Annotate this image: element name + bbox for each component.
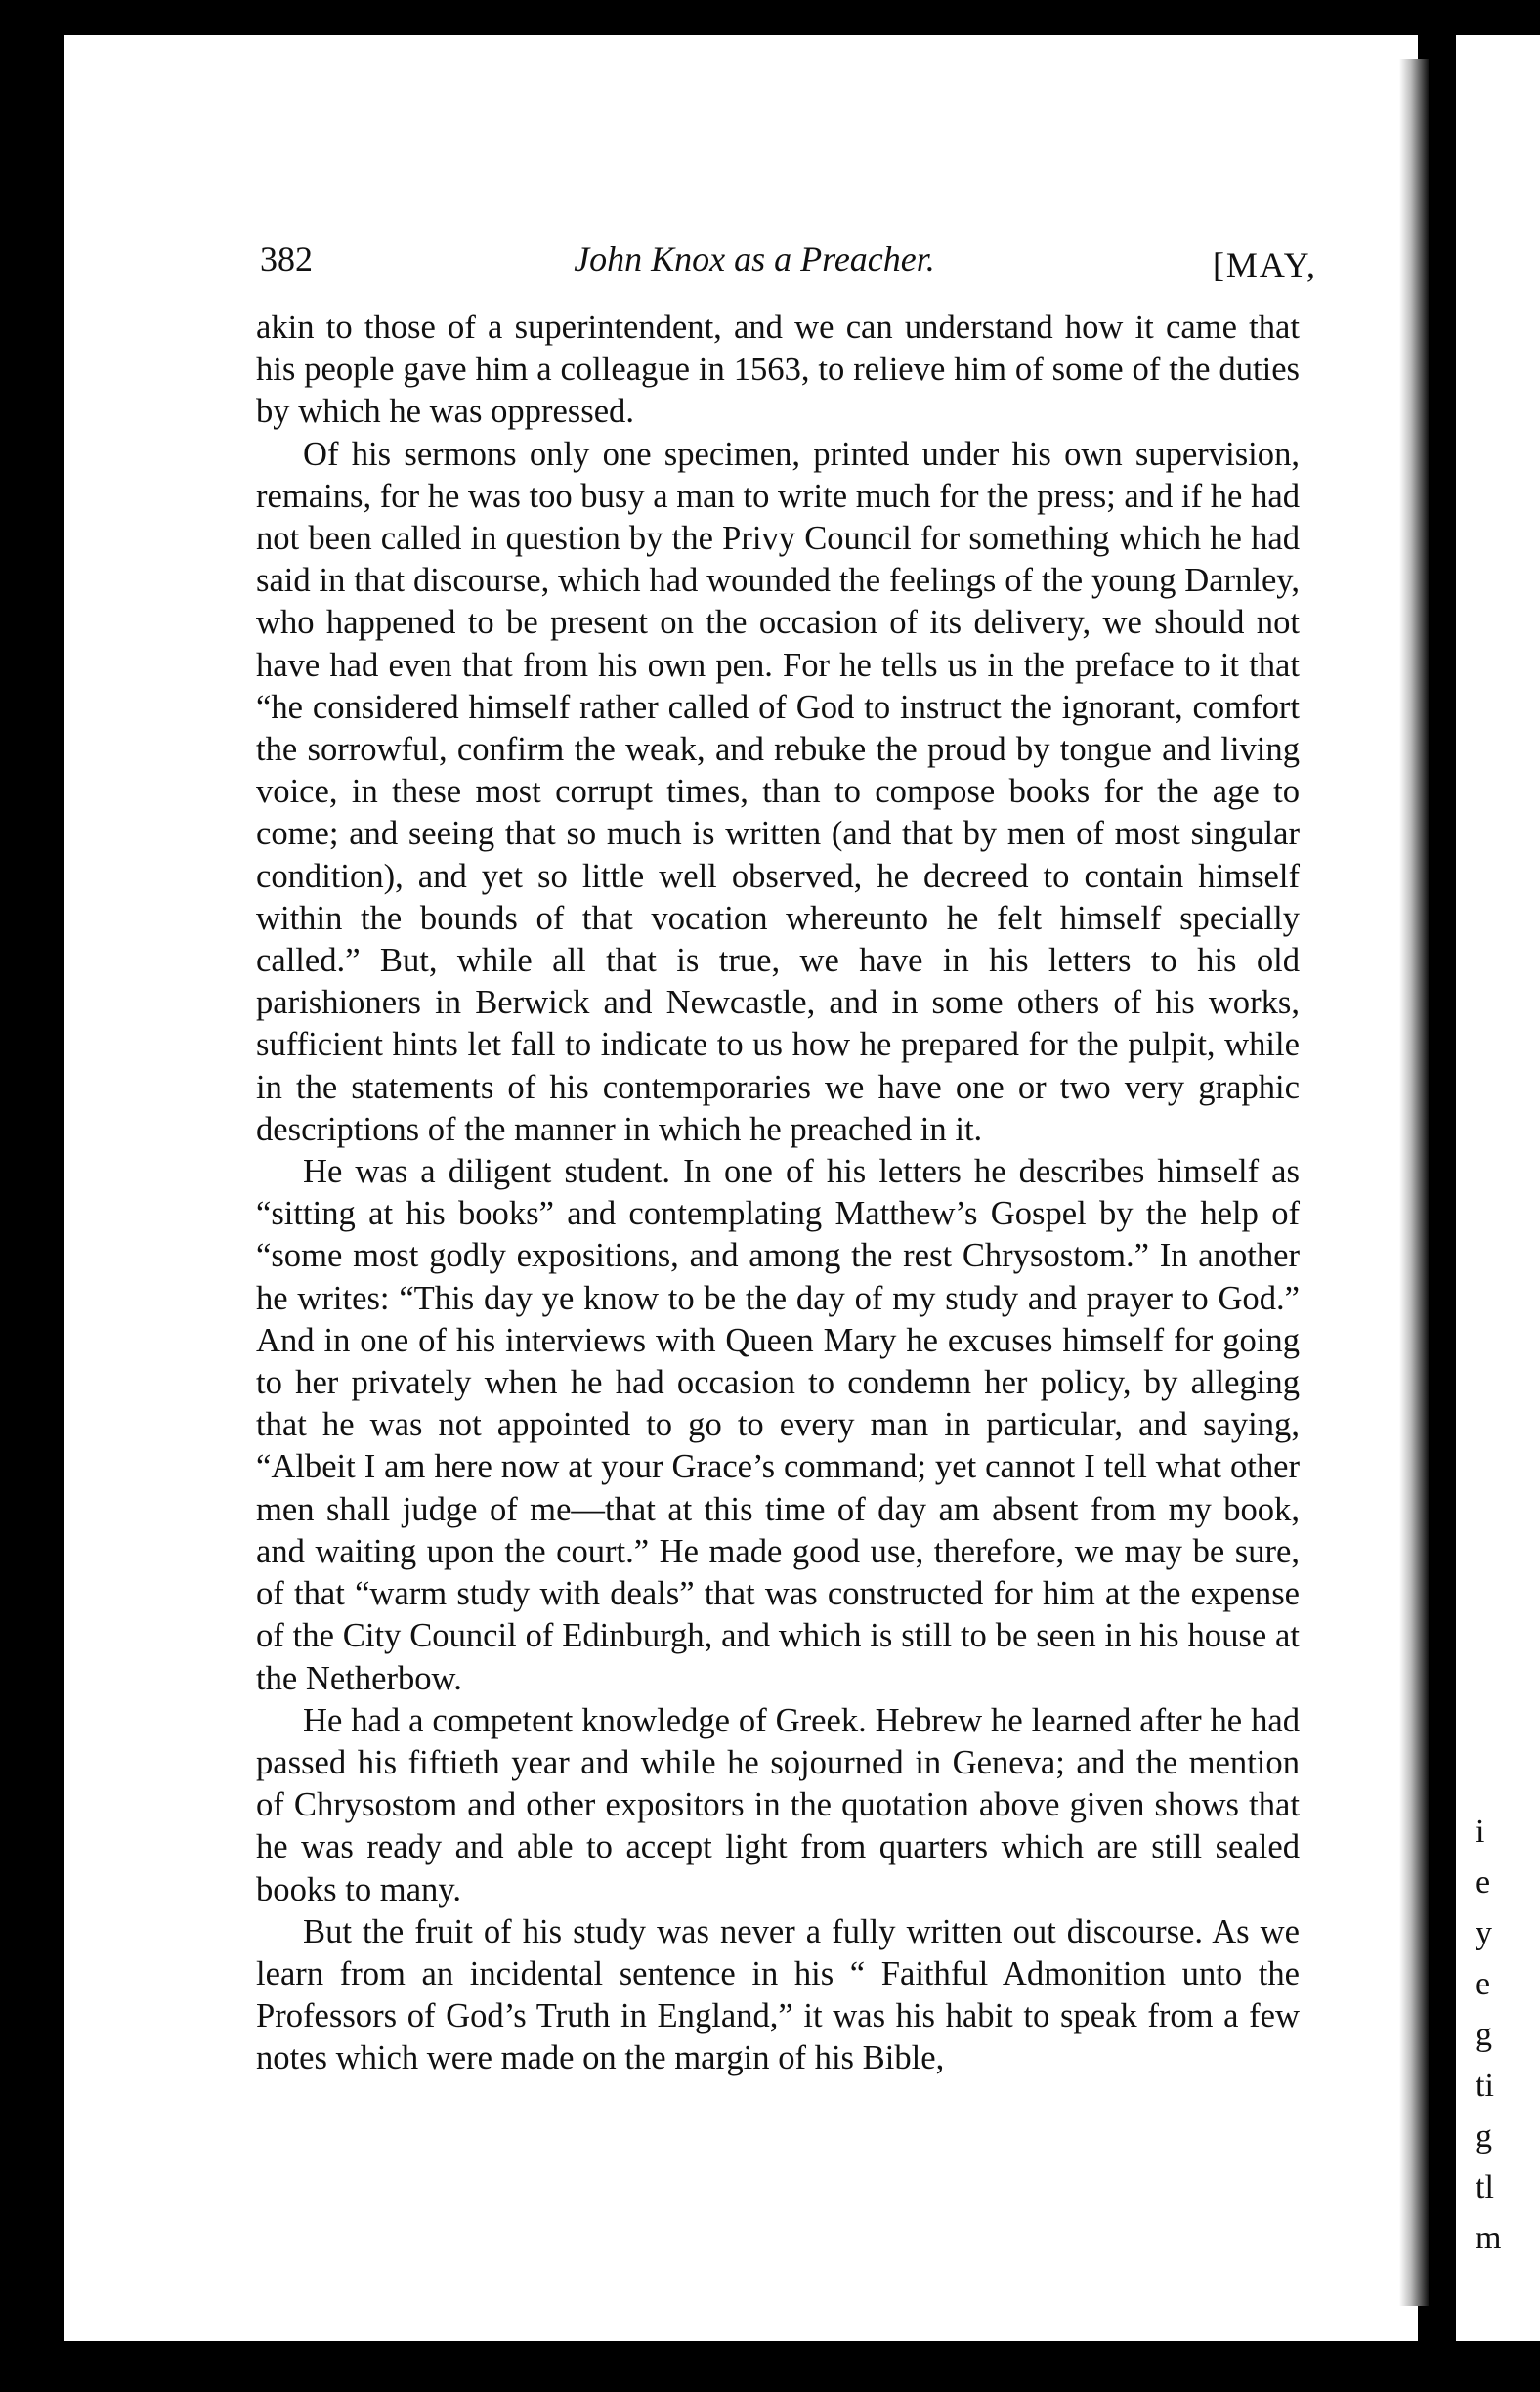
paragraph: Of his sermons only one specimen, printed under his own supervision, remains, for he was too busy a man to write much for the press; and if he had not been called in question by the Privy Council for something which he had said in that discourse, which had wounded the feelings of the young Darnley, who happened to be present on the occasion of its delivery, we should not have had even that from his own pen. For he tells us in the preface to it that “he considered himself rather called of God to instruct the ignorant, comfort the sorrowful, confirm the weak, and rebuke the proud by tongue and living voice, in these most corrupt times, than to compose books for the age to come; and seeing that so much is written (and that by men of most singular condition), and yet so little well observed, he decreed to contain himself within the bounds of that vocation whereunto he felt himself specially called.” But, while all that is true, we have in his letters to his old parishioners in Berwick and Newcastle, and in some others of his works, sufficient hints let fall to indicate to us how he prepared for the pulpit, while in the statements of his contemporaries we have one or two very graphic descriptions of the manner in which he preached in it. <box>256 435 1300 1148</box>
paragraph: akin to those of a superintendent, and we can understand how it came that his people gave him a colleague in 1563, to relieve him of some of the duties by which he was oppressed. <box>256 309 1300 431</box>
facing-page-fragment: g <box>1476 2017 1492 2053</box>
facing-page-fragment: g <box>1476 2118 1492 2155</box>
page-header <box>192 238 1317 283</box>
paragraph: He had a competent knowledge of Greek. Hebrew he learned after he had passed his fiftieth year and while he sojourned in Geneva; and the mention of Chrysostom and other expositors in the quotation above given shows that he was ready and able to accept light from quarters which are still sealed books to many. <box>256 1701 1300 1908</box>
facing-page-fragment: m <box>1476 2220 1502 2256</box>
running-title: John Knox as a Preacher. <box>574 239 935 278</box>
paragraph: But the fruit of his study was never a fully written out discourse. As we learn from an incidental sentence in his “ Faithful Admonition unto the Professors of God’s Truth in England,” it was his habit to speak from a few notes which were made on the margin of his Bible, <box>256 1912 1300 2077</box>
facing-page-fragment: y <box>1476 1915 1492 1951</box>
facing-page-fragment: tl <box>1476 2169 1494 2205</box>
header-month-mark: [MAY, <box>1212 245 1317 284</box>
body-text <box>256 307 1300 2080</box>
facing-page-fragment: i <box>1476 1814 1485 1850</box>
book-spine-shadow <box>1399 59 1429 2306</box>
facing-page-fragment: e <box>1476 1864 1491 1901</box>
facing-page <box>1456 35 1540 2341</box>
paragraph: He was a diligent student. In one of his letters he describes himself as “sitting at his books” and contemplating Matthew’s Gospel by the help of “some most godly expositions, and among the rest Chrysostom.” In another he writes: “This day ye know to be the day of my study and prayer to God.” And in one of his interviews with Queen Mary he excuses himself for going to her privately when he had occasion to condemn her policy, by alleging that he was not appointed to go to every man in particular, and saying, “Albeit I am here now at your Grace’s command; yet cannot I tell what other men shall judge of me—that at this time of day am absent from my book, and waiting upon the court.” He made good use, therefore, we may be sure, of that “warm study with deals” that was constructed for him at the expense of the City Council of Edinburgh, and which is still to be seen in his house at the Netherbow. <box>256 1153 1300 1697</box>
facing-page-fragment: ti <box>1476 2068 1494 2104</box>
page-number: 382 <box>260 239 313 278</box>
facing-page-fragment: e <box>1476 1966 1491 2002</box>
